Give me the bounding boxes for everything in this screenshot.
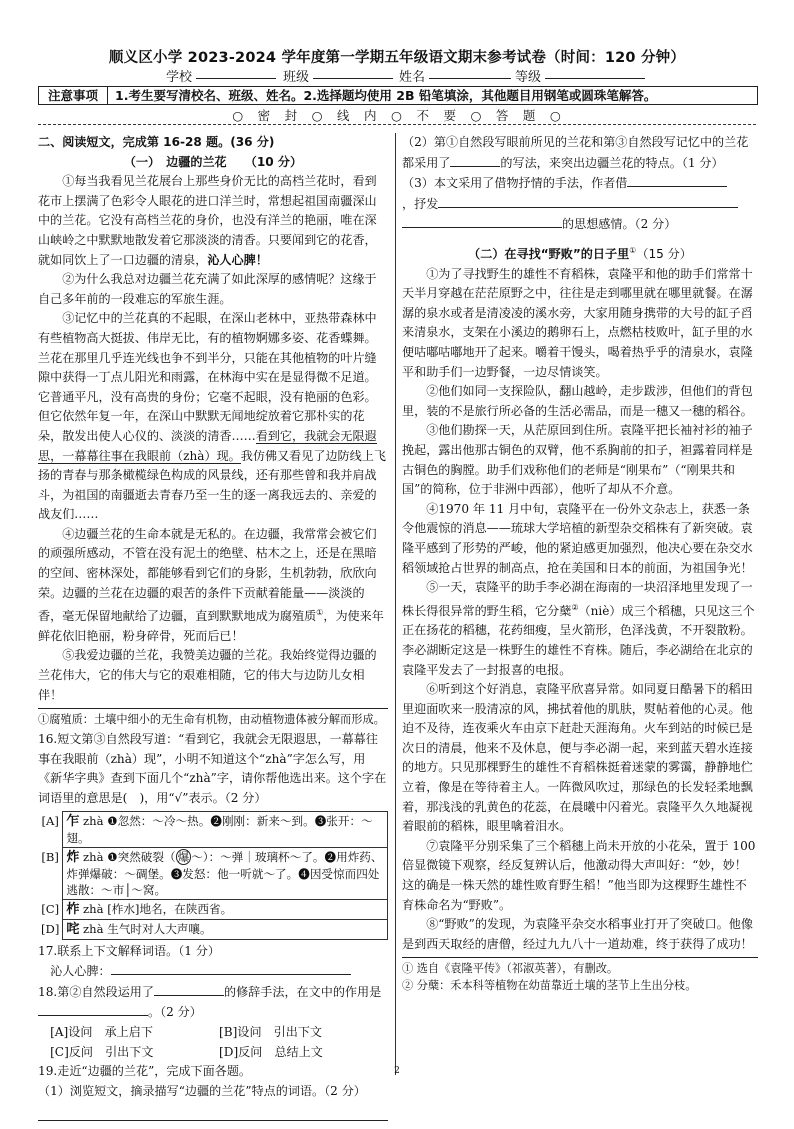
- q18-text-c: 。（2 分）: [148, 1005, 202, 1020]
- dict-definition: ❶突然破裂（: [107, 849, 176, 864]
- dict-definition-b: ～）：～弹｜玻璃杯～了。❷用炸药、炸弹爆破：～碉堡。❸发怒：他一听就～了。❹因受惊而四处逃散：～市│～窝。: [66, 849, 383, 897]
- q17-blank[interactable]: [111, 961, 351, 975]
- article1-para2: ②为什么我总对边疆兰花充满了如此深厚的感情呢？这缘于自己多年前的一段难忘的军旅生涯。: [38, 272, 377, 306]
- footnote-1: ①腐殖质：土壤中细小的无生命有机物，由动植物遗体被分解而形成。: [38, 713, 385, 727]
- seal-line-text: ○ 密 封 ○ 线 内 ○ 不 要 ○ 答 题 ○: [232, 108, 562, 123]
- q18-blank-2[interactable]: [38, 1002, 148, 1016]
- q19-3-blank-3[interactable]: [402, 214, 562, 228]
- q19-2-text-a: （2）第①自然段写眼前所见的兰花和第③自然段写记忆中的兰花都采用了: [402, 135, 749, 170]
- question-19-1: （1）浏览短文，摘录描写“边疆的兰花”特点的词语。（2 分）: [38, 1083, 366, 1098]
- question-17: 17.联系上下文解释词语。（1 分）: [38, 943, 220, 958]
- circled-char: 爆: [177, 849, 190, 864]
- para5-text-b: （niè）成三个稻穗，只见这三个正在扬花的稻穗，花药细瘦，呈火箭形，色泽浅黄，不开裂散粉。李必湖断定这是一株野生的雄性不育株。随后，李必湖给在北京的袁隆平发去了一封报喜的电报。: [402, 603, 755, 677]
- option-key[interactable]: [C]: [41, 902, 60, 917]
- question-18: [38, 982, 388, 1023]
- seal-divider: [38, 124, 756, 125]
- q18-text-a: 18.第②自然段运用了: [38, 984, 154, 999]
- article2-title: [402, 241, 758, 265]
- article1-para5: ⑤我爱边疆的兰花，我赞美边疆的兰花。我始终觉得边疆的兰花伟大，它的伟大与它的艰难相随，它的伟大与边防儿女相伴！: [38, 648, 377, 702]
- dict-option-a[interactable]: [38, 811, 388, 847]
- para3-text-b: 我仿佛又看见了边防线上飞扬的青春与那条橄榄绿色构成的风景线，还有那些曾和我并肩战斗，为祖国的南疆逝去青春乃至一生的逐一离我远去的、亲爱的战友们……: [38, 448, 386, 522]
- dict-definition: ❶忽然：～冷～热。❷刚刚：新来～到。❸张开：～翅。: [66, 813, 373, 845]
- column-divider: [395, 133, 396, 1075]
- q19-2-blank[interactable]: [450, 153, 500, 167]
- q18-options-row2: [38, 1043, 388, 1063]
- article2-para5: [402, 578, 758, 680]
- article2-score: （15 分）: [636, 247, 692, 261]
- article1-title: （一） 边疆的兰花 （10 分）: [123, 154, 303, 169]
- question-19: 19.走近“边疆的兰花”，完成下面各题。: [38, 1064, 252, 1079]
- footnote-2-1: ① 选自《袁隆平传》（祁淑英著），有删改。: [402, 962, 619, 976]
- article1-para3: [38, 309, 388, 525]
- q17-word: 沁人心脾：: [50, 964, 111, 979]
- notice-text: 1.考生要写清校名、班级、姓名。2.选择题均使用 2B 铅笔填涂，其他题目用钢笔或圆珠笔解答。: [115, 88, 657, 103]
- q18-blank-1[interactable]: [154, 982, 224, 996]
- article2-para4: ④1970 年 11 月中旬，袁隆平在一份外文杂志上，获悉一条令他震惊的消息——琉球大学培植的新型杂交稻株有了新突破。袁隆平感到了形势的严峻，他的紧迫感更加强烈，他决心要在杂交水稻领域抢占世界的制高点，抢在美国和日本的前面，为祖国争光！: [402, 501, 753, 575]
- option-key[interactable]: [A]: [41, 814, 59, 829]
- para1-bold: 沁人心脾！: [207, 252, 268, 267]
- article2-para2: ②他们如同一支探险队，翻山越岭，走步跋涉，但他们的背包里，装的不是旅行所必备的生活必需品，而是一穗又一穗的稻谷。: [402, 384, 753, 418]
- dict-char: 柞: [66, 901, 80, 917]
- q19-2-text-b: 的写法，来突出边疆兰花的特点。（1 分）: [500, 155, 724, 170]
- article2-para1: ①为了寻找野生的雄性不育稻株，袁隆平和他的助手们常常十天半月穿越在茫茫原野之中，往往是走到哪里就在哪里就餐。在潺潺的泉水或者是清凌凌的溪水旁，大家用随身携带的大号的缸子舀来清泉水，支架在小溪边的鹅卵石上，点燃枯枝败叶，缸子里的水便咕嘟咕嘟地开了起来。嚼着干馒头，喝着热乎乎的清泉水，袁隆平和助手们一边野餐，一边尽情谈笑。: [402, 266, 753, 379]
- page-number: 2: [394, 1066, 400, 1076]
- question-19-2: [402, 133, 758, 173]
- para3-underlined: 看到它，我就会无限遐思，一幕幕往事在我眼前（zhà）现。: [38, 428, 377, 463]
- article2-para7: ⑦袁隆平分别采集了三个稻穗上尚未开放的小花朵，置于 100 倍显微镜下观察，经反复辨认后，他激动得大声叫好：“妙，妙！这的确是一株天然的雄性败育野生稻！”他当即为这棵野生雄性不育株命名为“野败”。: [402, 838, 756, 912]
- footnote-separator: [38, 708, 388, 709]
- right-column: [402, 133, 758, 994]
- q18-option-d[interactable]: [D]反问 总结上文: [219, 1044, 323, 1059]
- q19-3-blank-2[interactable]: [438, 194, 738, 208]
- article1-para1: [38, 172, 388, 270]
- question-16: 16.短文第③自然段写道：“看到它，我就会无限遐思，一幕幕往事在我眼前（zhà）现”，小明不知道这个“zhà”字怎么写，用《新华字典》查到下面几个“zhà”字，请你帮他选出来。这个字在词语里的意思是( )，用“√”表示。（2 分）: [38, 732, 387, 806]
- school-label: 学校: [166, 70, 193, 85]
- q19-3-text-c: 的思想感情。（2 分）: [562, 217, 677, 232]
- q18-options-row1: [38, 1023, 388, 1043]
- para4-footnote-mark: ①: [316, 608, 324, 618]
- dict-definition: 生气时对人大声嚷。: [107, 921, 212, 936]
- q18-option-a[interactable]: [A]设问 承上启下: [50, 1025, 153, 1039]
- left-column: [38, 133, 388, 1121]
- class-label: 班级: [283, 70, 310, 85]
- dict-pinyin: zhà: [79, 921, 108, 936]
- q18-option-c[interactable]: [C]反问 引出下文: [50, 1044, 154, 1059]
- dictionary-table: [38, 811, 388, 940]
- option-key[interactable]: [B]: [41, 850, 59, 865]
- article1-para4: [38, 525, 388, 647]
- option-key[interactable]: [D]: [41, 922, 60, 937]
- dict-char: 咤: [66, 921, 80, 937]
- exam-title: 顺义区小学 2023-2024 学年度第一学期五年级语文期末参考试卷（时间：120 分钟）: [108, 50, 686, 66]
- q18-option-b[interactable]: [B]设问 引出下文: [219, 1025, 323, 1039]
- question-19-3: [402, 173, 758, 235]
- dict-char: 炸: [66, 849, 80, 865]
- notice-label: 注意事项: [39, 87, 108, 104]
- dict-pinyin: zhà: [79, 849, 108, 864]
- footnote-separator-2: [402, 957, 758, 958]
- dict-pinyin: zhà: [79, 813, 108, 828]
- section-heading: 二、阅读短文，完成第 16-28 题。(36 分): [38, 135, 275, 149]
- dict-option-c[interactable]: [38, 899, 388, 919]
- q18-text-b: 的修辞手法，在文中的作用是: [223, 984, 382, 999]
- dict-pinyin: zhà: [79, 901, 108, 916]
- q19-1-answer-line[interactable]: [38, 1101, 388, 1121]
- para3-text: ③记忆中的兰花真的不起眼，在深山老林中，亚热带森林中有些植物高大挺拔、伟岸无比，有的植物婀娜多姿、花香蝶舞。兰花在那里几乎连光线也争不到半分，只能在其他植物的叶片缝隙中获得一丁点儿阳光和雨露，在林海中实在是显得微不足道。它普通平凡，没有高贵的身份；它毫不起眼，没有艳丽的色彩。但它依然年复一年，在深山中默默无闻地绽放着它那朴实的花朵，散发出使人心仪的、淡淡的清香……: [38, 311, 377, 443]
- name-label: 姓名: [399, 70, 426, 85]
- para5-footnote-mark: ②: [571, 602, 579, 612]
- footnote-2-2: ② 分蘖：禾本科等植物在幼苗靠近土壤的茎节上生出分枝。: [402, 979, 697, 993]
- article2-para3: ③他们勘探一天，从茫原回到住所。袁隆平把长袖衬衫的袖子挽起，露出他那古铜色的双臂，他不系胸前的扣子，袒露着同样是古铜色的胸膛。助手们戏称他们的老师是“刚果布”（“刚果共和国”的简称，位于非洲中西部），他听了却从不介意。: [402, 423, 753, 497]
- dict-option-d[interactable]: [38, 919, 388, 939]
- article2-para6: ⑥听到这个好消息，袁隆平欣喜异常。如同夏日酷暑下的稻田里迎面吹来一股清凉的风，拂拭着他的肌肤，熨帖着他的心灵。他迫不及待，连夜乘火车由京下赶赴天涯海角。火车到站的时候已是次日的清晨，他来不及休息，便与李必湖一起，来到蓝天碧水连接的地方。只见那棵野生的雄性不育稻株挺着迷蒙的雾霭，静静地伫立着，像是在等待着主人。一阵微风吹过，那绿色的长发轻柔地飘着，那浅浅的乳黄色的花蕊，在晨曦中闪着光。袁隆平久久地凝视着眼前的稻株，眼里噙着泪水。: [402, 682, 753, 834]
- para4-text-b: ，为使来年鲜花依旧艳丽，粉身碎骨，死而后已！: [38, 609, 384, 643]
- dict-definition: [柞水]地名，在陕西省。: [107, 901, 233, 916]
- q19-3-text-a: （3）本文采用了借物抒情的手法，作者借: [402, 176, 628, 191]
- para1-text: ①每当我看见兰花展台上那些身价无比的高档兰花时，看到花市上摆满了色彩令人眼花的进口洋兰时，常想起祖国南疆深山中的兰花。它没有高档兰花的身价，也没有洋兰的艳丽，唯在深山峡岭之中默默地散发着它那淡淡的清香。只要闻到它的花香，就如同饮上了一口边疆的清泉，: [38, 174, 377, 267]
- notice-box: [38, 86, 758, 105]
- q19-3-text-b: ，抒发: [402, 196, 439, 211]
- para4-text: ④边疆兰花的生命本就是无私的。在边疆，我常常会被它们的顽强所感动，不管在没有泥土的绝壁、枯木之上，还是在黑暗的空间、密林深处，都能够看到它们的身影，生机勃勃，欣欣向荣。边疆的兰花在边疆的艰苦的条件下贡献着能量——淡淡的香，毫无保留地献给了边疆，直到默默地成为腐殖质: [38, 526, 377, 624]
- article2-footnote-mark: ①: [629, 245, 637, 255]
- question-17-answer: [38, 961, 388, 982]
- grade-label: 等级: [515, 70, 542, 85]
- q19-3-blank-1[interactable]: [627, 173, 727, 187]
- dict-char: 乍: [66, 813, 80, 829]
- article2-title-text: （二）在寻找“野败”的日子里: [468, 247, 630, 261]
- article2-para8: ⑧“野败”的发现，为袁隆平杂交水稻事业打开了突破口。他像是到西天取经的唐僧，经过九九八十一道劫难，终于获得了成功！: [402, 917, 753, 951]
- para5-text: ⑤一天，袁隆平的助手李必湖在海南的一块沼泽地里发现了一株长得很异常的野生稻，它分蘖: [402, 580, 753, 618]
- dict-option-b[interactable]: [38, 847, 388, 899]
